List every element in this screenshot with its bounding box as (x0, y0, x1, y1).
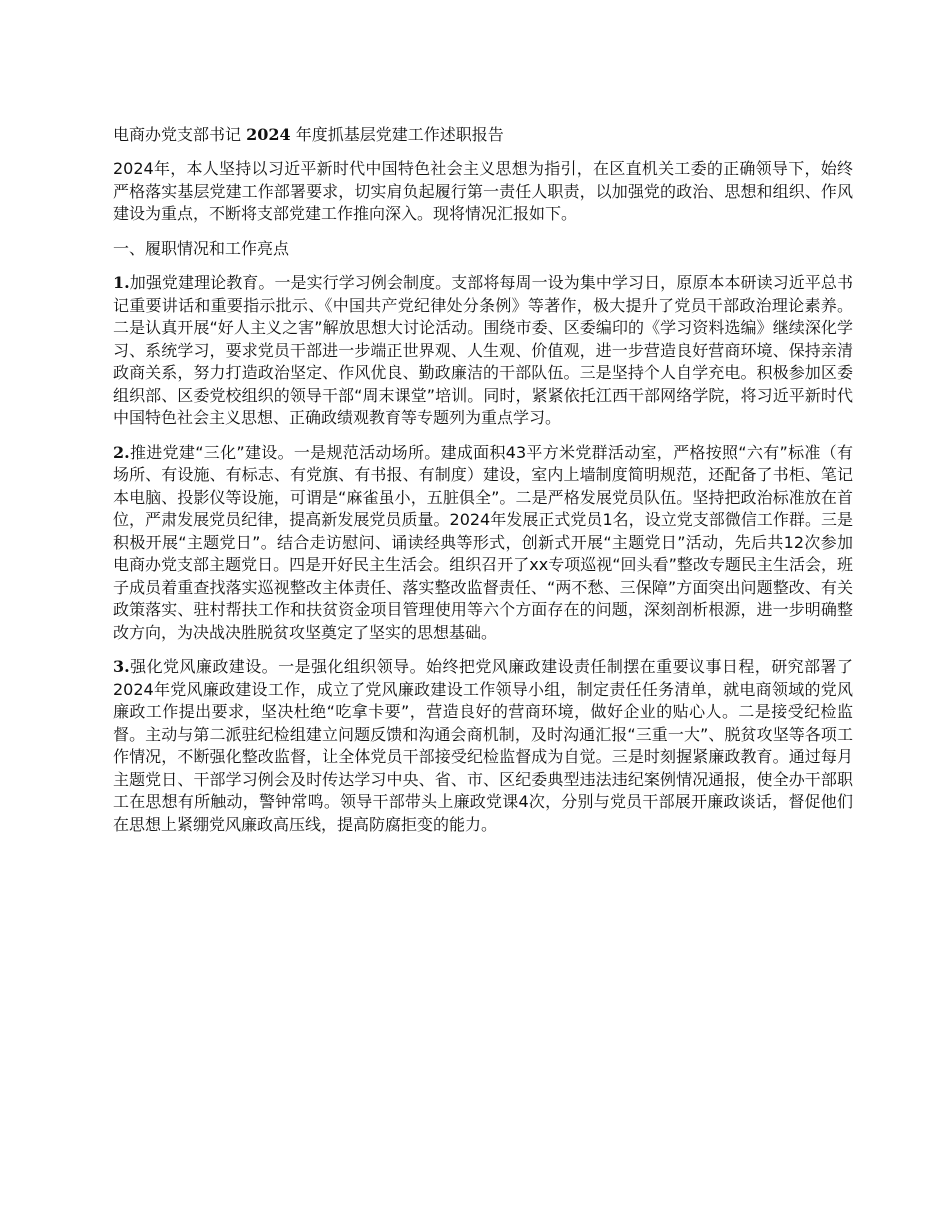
item-paragraph-2 (113, 442, 853, 645)
item-number: 3. (113, 657, 130, 676)
intro-paragraph: 2024年，本人坚持以习近平新时代中国特色社会主义思想为指引，在区直机关工委的正确领导下，始终严格落实基层党建工作部署要求，切实肩负起履行第一责任人职责，以加强党的政治、思想和组织、作风建设为重点，不断将支部党建工作推向深入。现将情况汇报如下。 (113, 159, 853, 223)
item-number: 2. (113, 442, 130, 462)
item-lead: 推进党建“三化”建设。 (129, 442, 294, 462)
item-lead: 强化党风廉政建设。 (129, 657, 279, 676)
item-body: 一是强化组织领导。始终把党风廉政建设责任制摆在重要议事日程，研究部署了2024年党风廉政建设工作，成立了党风廉政建设工作领导小组，制定责任任务清单，就电商领域的党风廉政工作提出要求，坚决杜绝“吃拿卡要”，营造良好的营商环境，做好企业的贴心人。二是接受纪检监督。主动与第二派驻纪检组建立问题反馈和沟通会商机制，及时沟通汇报“三重一大”、脱贫攻坚等各项工作情况，不断强化整改监督，让全体党员干部接受纪检监督成为自觉。三是时刻握紧廉政教育。通过每月主题党日、干部学习例会及时传达学习中央、省、市、区纪委典型违法违纪案例情况通报，使全办干部职工在思想有所触动，警钟常鸣。领导干部带头上廉政党课4次，分别与党员干部展开廉政谈话，督促他们在思想上紧绷党风廉政高压线，提高防腐拒变的能力。 (113, 657, 853, 834)
item-body: 一是实行学习例会制度。支部将每周一设为集中学习日，原原本本研读习近平总书记重要讲话和重要指示批示、《中国共产党纪律处分条例》等著作，极大提升了党员干部政治理论素养。二是认真开展“好人主义之害”解放思想大讨论活动。围绕市委、区委编印的《学习资料选编》继续深化学习、系统学习，要求党员干部进一步端正世界观、人生观、价值观，进一步营造良好营商环境、保持亲清政商关系，努力打造政治坚定、作风优良、勤政廉洁的干部队伍。三是坚持个人自学充电。积极参加区委组织部、区委党校组织的领导干部“周末课堂”培训。同时，紧紧依托江西干部网络学院，将习近平新时代中国特色社会主义思想、正确政绩观教育等专题列为重点学习。 (113, 273, 853, 427)
item-number: 1. (113, 273, 130, 292)
title-prefix: 电商办党支部书记 (113, 125, 242, 144)
title-year: 2024 (246, 125, 291, 144)
item-paragraph-1 (113, 272, 853, 430)
item-paragraph-3 (113, 656, 853, 836)
item-lead: 加强党建理论教育。 (129, 273, 275, 292)
title-suffix: 年度抓基层党建工作述职报告 (295, 125, 504, 144)
item-body: 一是规范活动场所。建成面积43平方米党群活动室，严格按照“六有”标准（有场所、有设施、有标志、有党旗、有书报、有制度）建设，室内上墙制度简明规范，还配备了书柜、笔记本电脑、投影仪等设施，可谓是“麻雀虽小，五脏俱全”。二是严格发展党员队伍。坚持把政治标准放在首位，严肃发展党员纪律，提高新发展党员质量。2024年发展正式党员1名，设立党支部微信工作群。三是积极开展“主题党日”。结合走访慰问、诵读经典等形式，创新式开展“主题党日”活动，先后共12次参加电商办党支部主题党日。四是开好民主生活会。组织召开了xx专项巡视“回头看”整改专题民主生活会，班子成员着重查找落实巡视整改主体责任、落实整改监督责任、“两不愁、三保障”方面突出问题整改、有关政策落实、驻村帮扶工作和扶贫资金项目管理使用等六个方面存在的问题，深刻剖析根源，进一步明确整改方向，为决战决胜脱贫攻坚奠定了坚实的思想基础。 (113, 442, 853, 642)
document-page (113, 123, 853, 848)
document-title (113, 123, 853, 147)
section-heading: 一、履职情况和工作亮点 (113, 238, 290, 258)
